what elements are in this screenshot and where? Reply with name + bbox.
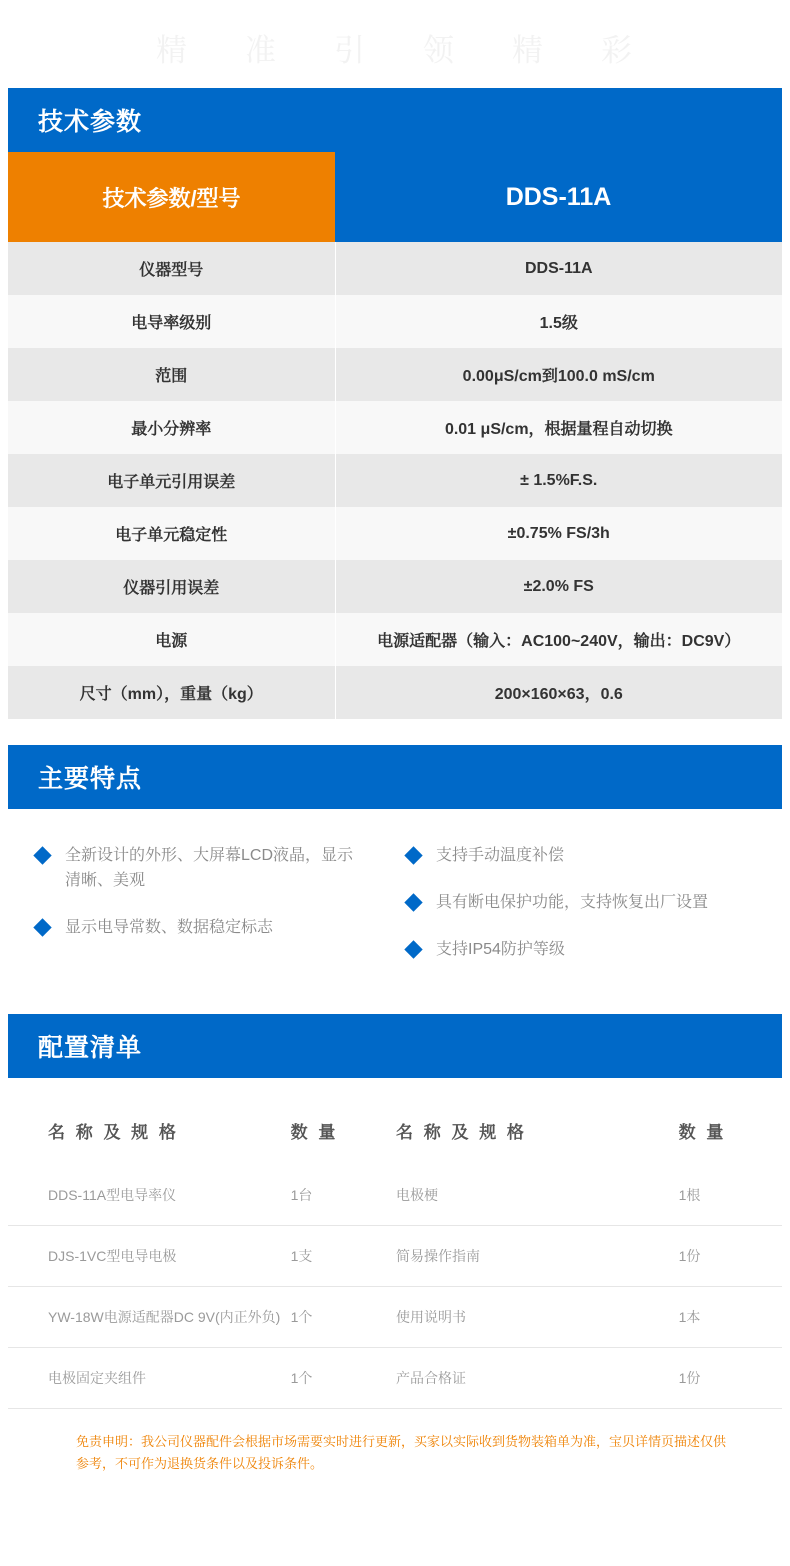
section-title-config: 配置清单 [8,1014,782,1078]
list-item [407,890,782,915]
spec-value: 0.00μS/cm到100.0 mS/cm [335,348,782,401]
spec-value: ±2.0% FS [335,560,782,613]
diamond-bullet-icon [404,940,422,958]
table-row [8,666,782,719]
config-qty: 1支 [291,1226,396,1287]
watermark-char: 准 [245,32,278,68]
table-row [8,242,782,295]
spec-value: ±0.75% FS/3h [335,507,782,560]
config-qty: 1份 [679,1226,782,1287]
disclaimer-text: 免责申明：我公司仪器配件会根据市场需要实时进行更新，买家以实际收到货物装箱单为准，宝贝详情页描述仅供参考，不可作为退换货条件以及投诉条件。 [76,1434,727,1471]
section-title-features: 主要特点 [8,745,782,809]
column-header: 名 称 及 规 格 [48,1123,179,1142]
config-table-header-row [8,1104,782,1165]
config-qty: 1本 [679,1287,782,1348]
config-name: 简易操作指南 [396,1226,679,1287]
table-row [8,560,782,613]
watermark-banner [0,0,790,88]
spec-header-left: 技术参数/型号 [8,152,335,242]
feature-text: 具有断电保护功能，支持恢复出厂设置 [436,894,709,911]
table-row [8,1165,782,1226]
config-name: YW-18W电源适配器DC 9V(内正外负) [8,1287,291,1348]
config-list [0,1078,790,1501]
column-header: 数 量 [290,1123,339,1142]
config-qty: 1根 [679,1165,782,1226]
config-qty: 1台 [291,1165,396,1226]
spec-label: 电源 [8,613,335,666]
spec-table-header-row [8,152,782,242]
section-title-specs: 技术参数 [8,88,782,152]
table-row [8,1226,782,1287]
feature-text: 支持手动温度补偿 [436,847,565,864]
config-qty: 1个 [291,1287,396,1348]
watermark-char: 精 [512,32,545,68]
table-row [8,454,782,507]
column-header: 名 称 及 规 格 [396,1123,527,1142]
config-name: 产品合格证 [396,1348,679,1409]
feature-text: 显示电导常数、数据稳定标志 [65,919,274,936]
spec-label: 尺寸（mm），重量（kg） [8,666,335,719]
spec-label: 电子单元稳定性 [8,507,335,560]
spec-label: 仪器型号 [8,242,335,295]
config-qty: 1个 [291,1348,396,1409]
table-row [8,613,782,666]
spec-value: ± 1.5%F.S. [335,454,782,507]
list-item [407,937,782,962]
table-row [8,348,782,401]
table-row [8,507,782,560]
spec-label: 范围 [8,348,335,401]
spec-label: 电导率级别 [8,295,335,348]
config-name: 电极固定夹组件 [8,1348,291,1409]
config-name: 使用说明书 [396,1287,679,1348]
list-item [36,843,395,893]
table-row [8,295,782,348]
spec-value: 0.01 μS/cm，根据量程自动切换 [335,401,782,454]
column-header: 数 量 [678,1123,727,1142]
spec-table [8,152,782,719]
spec-value: DDS-11A [335,242,782,295]
diamond-bullet-icon [33,846,51,864]
watermark-char: 精 [156,32,189,68]
watermark-char: 领 [423,32,456,68]
list-item [407,843,782,868]
features-list [0,809,790,1014]
config-qty: 1份 [679,1348,782,1409]
spec-value: 电源适配器（输入：AC100~240V，输出：DC9V） [335,613,782,666]
feature-text: 全新设计的外形、大屏幕LCD液晶，显示清晰、美观 [65,847,354,889]
diamond-bullet-icon [33,918,51,936]
table-row [8,1287,782,1348]
spec-label: 最小分辨率 [8,401,335,454]
config-name: DDS-11A型电导率仪 [8,1165,291,1226]
spec-header-right: DDS-11A [335,152,782,242]
config-name: 电极梗 [396,1165,679,1226]
watermark-char: 彩 [601,32,634,68]
spec-value: 200×160×63，0.6 [335,666,782,719]
features-column-left [8,843,395,984]
diamond-bullet-icon [404,846,422,864]
list-item [36,915,395,940]
feature-text: 支持IP54防护等级 [436,941,565,958]
table-row [8,401,782,454]
spec-value: 1.5级 [335,295,782,348]
config-table [8,1104,782,1409]
features-column-right [395,843,782,984]
spec-label: 电子单元引用误差 [8,454,335,507]
diamond-bullet-icon [404,893,422,911]
table-row [8,1348,782,1409]
watermark-char: 引 [334,32,367,68]
spec-label: 仪器引用误差 [8,560,335,613]
config-name: DJS-1VC型电导电极 [8,1226,291,1287]
